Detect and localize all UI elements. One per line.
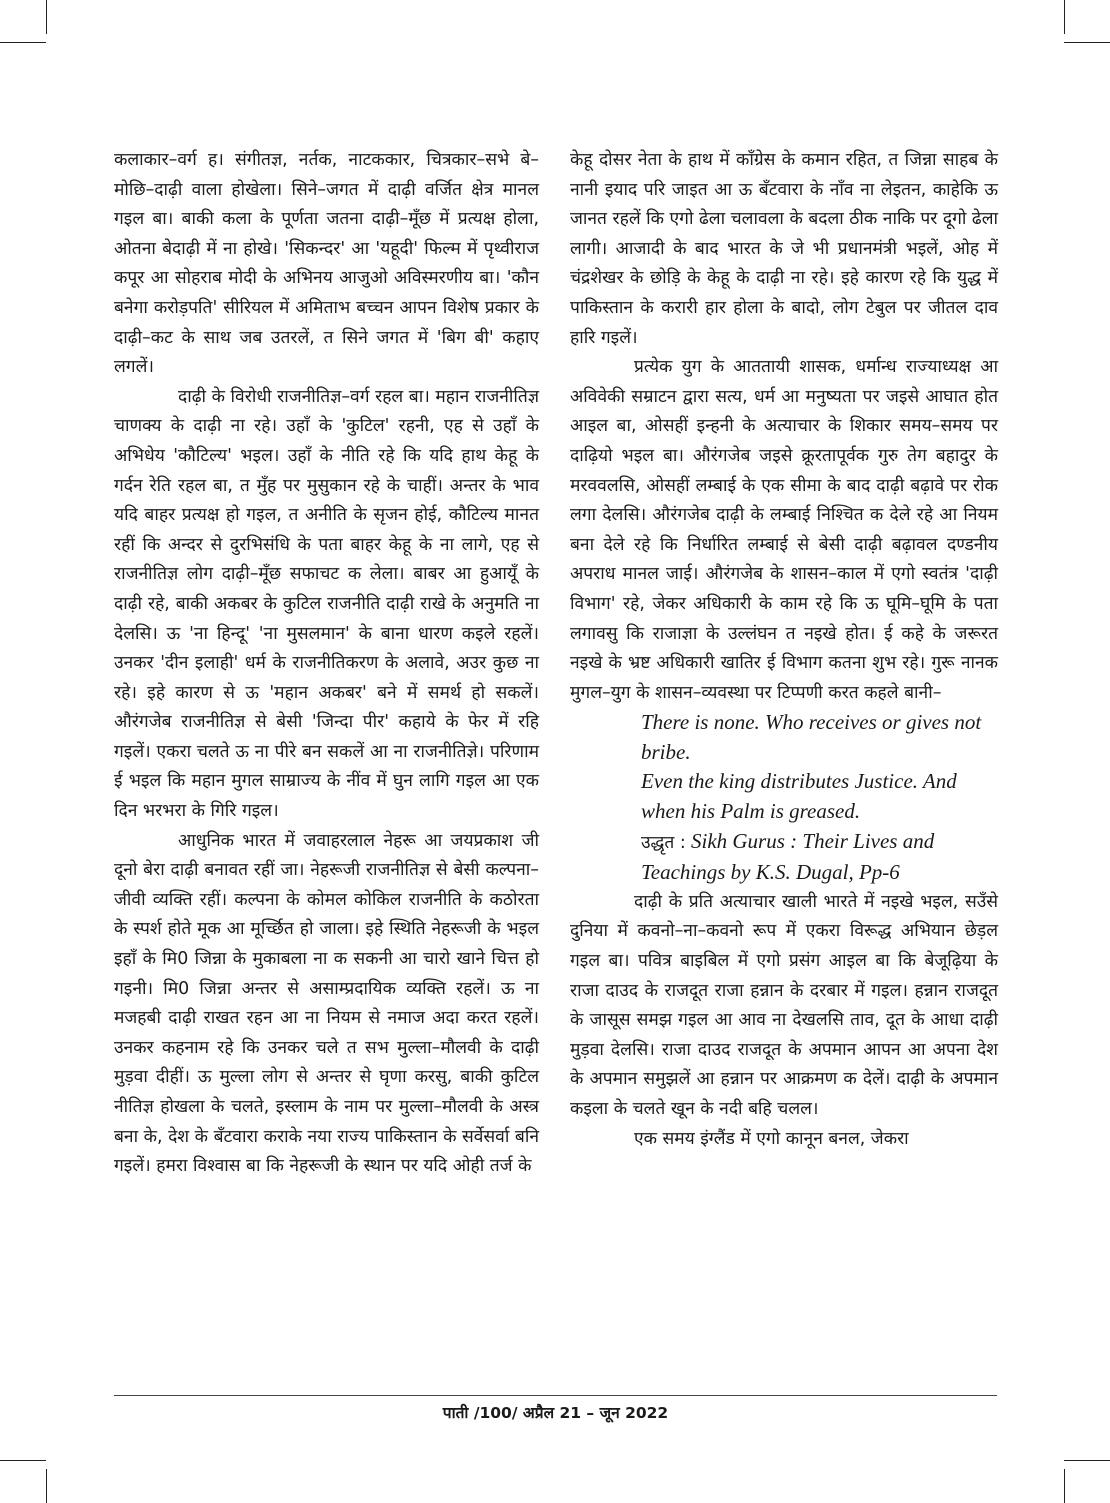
paragraph: प्रत्येक युग के आततायी शासक, धर्मान्ध राज्याध्यक्ष आ अविवेकी सम्राटन द्वारा सत्य, धर्म आ मनुष्यता पर जइसे आघात होत आइल बा, ओसहीं इन्हनी के अत्याचार के शिकार समय–समय पर दाढ़ियो भइल बा। औरंगजेब जइसे क्रूरतापूर्वक गुरु तेग बहादुर के मरववलसि, ओसहीं लम्बाई के एक सीमा के बाद दाढ़ी बढ़ावे पर रोक लगा देलसि। औरंगजेब दाढ़ी के लम्बाई निश्चित क देले रहे आ नियम बना देले रहे कि निर्धारित लम्बाई से बेसी दाढ़ी बढ़ावल दण्डनीय अपराध मानल जाई। औरंगजेब के शासन–काल में एगो स्वतंत्र 'दाढ़ी विभाग' रहे, जेकर अधिकारी के काम रहे कि ऊ घूमि–घूमि के पता लगावसु कि राजाज्ञा के उल्लंघन त नइखे होत। ई कहे के जरूरत नइखे के भ्रष्ट अधिकारी खातिर ई विभाग कतना शुभ रहे। गुरू नानक मुगल–युग के शासन–व्यवस्था पर टिप्पणी करत कहले बानी– [570, 357, 998, 703]
crop-mark [0, 42, 46, 43]
crop-mark [1064, 1460, 1110, 1461]
left-column [114, 146, 539, 1182]
quote-source-label: उद्धृत : [641, 832, 686, 853]
paragraph: आधुनिक भारत में जवाहरलाल नेहरू आ जयप्रकाश जी दूनो बेरा दाढ़ी बनावत रहीं जा। नेहरूजी राजनीतिज्ञ से बेसी कल्पना–जीवी व्यक्ति रहीं। कल्पना के कोमल कोकिल राजनीति के कठोरता के स्पर्श होते मूक आ मूर्च्छित हो जाला। इहे स्थिति नेहरूजी के भइल इहाँ के मि0 जिन्ना के मुकाबला ना क सकनी आ चारो खाने चित्त हो गइनी। मि0 जिन्ना अन्तर से असाम्प्रदायिक व्यक्ति रहलें। ऊ ना मजहबी दाढ़ी राखत रहन आ ना नियम से नमाज अदा करत रहलें। उनकर कहनाम रहे कि उनकर चले त सभ मुल्ला–मौलवी के दाढ़ी मुड़वा दीहीं। ऊ मुल्ला लोग से अन्तर से घृणा करसु, बाकी कुटिल नीतिज्ञ होखला के चलते, इस्लाम के नाम पर मुल्ला–मौलवी के अस्त्र बना के, देश के बँटवारा कराके नया राज्य पाकिस्तान के सर्वेसर्वा बनि गइलें। हमरा विश्वास बा कि नेहरूजी के स्थान पर यदि ओही तर्ज के [114, 830, 539, 1177]
quote-line: There is none. Who receives or gives not bribe. [641, 710, 982, 764]
crop-mark [0, 1460, 46, 1461]
right-column [570, 146, 998, 1154]
footer-rule [114, 1395, 997, 1396]
quote-source [641, 827, 998, 888]
block-quote [641, 708, 998, 888]
paragraph: एक समय इंग्लैंड में एगो कानून बनल, जेकरा [634, 1128, 909, 1149]
crop-mark [46, 0, 47, 34]
page-footer: पाती /100/ अप्रैल 21 – जून 2022 [442, 1404, 669, 1422]
quote-line: Even the king distributes Justice. And when his Palm is greased. [641, 769, 957, 824]
crop-mark [1064, 0, 1065, 34]
crop-mark [46, 1469, 47, 1503]
paragraph: दाढ़ी के प्रति अत्याचार खाली भारते में नइखे भइल, सउँसे दुनिया में कवनो–ना–कवनो रूप में एकरा विरूद्ध अभियान छेड़ल गइल बा। पवित्र बाइबिल में एगो प्रसंग आइल बा कि बेजूढ़िया के राजा दाउद के राजदूत राजा हन्नान के दरबार में गइल। हन्नान राजदूत के जासूस समझ गइल आ आव ना देखलसि ताव, दूत के आधा दाढ़ी मुड़वा देलसि। राजा दाउद राजदूत के अपमान आपन आ अपना देश के अपमान समुझलें आ हन्नान पर आक्रमण क देलें। दाढ़ी के अपमान कइला के चलते खून के नदी बहि चलल। [570, 891, 998, 1119]
crop-mark [1064, 42, 1110, 43]
paragraph: दाढ़ी के विरोधी राजनीतिज्ञ–वर्ग रहल बा। महान राजनीतिज्ञ चाणक्य के दाढ़ी ना रहे। उहाँ के 'कुटिल' रहनी, एह से उहाँ के अभिधेय 'कौटिल्य' भइल। उहाँ के नीति रहे कि यदि हाथ केहू के गर्दन रेति रहल बा, त मुँह पर मुसुकान रहे के चाहीं। अन्तर के भाव यदि बाहर प्रत्यक्ष हो गइल, त अनीति के सृजन होई, कौटिल्य मानत रहीं कि अन्दर से दुरभिसंधि के पता बाहर केहू के ना लागे, एह से राजनीतिज्ञ लोग दाढ़ी–मूँछ सफाचट क लेला। बाबर आ हुआयूँ के दाढ़ी रहे, बाकी अकबर के कुटिल राजनीति दाढ़ी राखे के अनुमति ना देलसि। ऊ 'ना हिन्दू' 'ना मुसलमान' के बाना धारण कइले रहलें। उनकर 'दीन इलाही' धर्म के राजनीतिकरण के अलावे, अउर कुछ ना रहे। इहे कारण से ऊ 'महान अकबर' बने में समर्थ हो सकलें। औरंगजेब राजनीतिज्ञ से बेसी 'जिन्दा पीर' कहाये के फेर में रहि गइलें। एकरा चलते ऊ ना पीरे बन सकलें आ ना राजनीतिज्ञे। परिणाम ई भइल कि महान मुगल साम्राज्य के नींव में घुन लागि गइल आ एक दिन भरभरा के गिरि गइल। [114, 386, 539, 822]
crop-mark [1064, 1469, 1065, 1503]
paragraph: कलाकार–वर्ग ह। संगीतज्ञ, नर्तक, नाटककार, चित्रकार–सभे बे–मोछि–दाढ़ी वाला होखेला। सिने–जगत में दाढ़ी वर्जित क्षेत्र मानल गइल बा। बाकी कला के पूर्णता जतना दाढ़ी–मूँछ में प्रत्यक्ष होला, ओतना बेदाढ़ी में ना होखे। 'सिकन्दर' आ 'यहूदी' फिल्म में पृथ्वीराज कपूर आ सोहराब मोदी के अभिनय आजुओ अविस्मरणीय बा। 'कौन बनेगा करोड़पति' सीरियल में अमिताभ बच्चन आपन विशेष प्रकार के दाढ़ी–कट के साथ जब उतरलें, त सिने जगत में 'बिग बी' कहाए लगलें। [114, 150, 539, 378]
quote-source-text: Sikh Gurus : Their Lives and Teachings by K.S. Dugal, Pp-6 [641, 828, 935, 885]
paragraph: केहू दोसर नेता के हाथ में काँग्रेस के कमान रहित, त जिन्ना साहब के नानी इयाद परि जाइत आ ऊ बँटवारा के नाँव ना लेइतन, काहेकि ऊ जानत रहलें कि एगो ढेला चलावला के बदला ठीक नाकि पर दूगो ढेला लागी। आजादी के बाद भारत के जे भी प्रधानमंत्री भइलें, ओह में चंद्रशेखर के छोड़ि के केहू के दाढ़ी ना रहे। इहे कारण रहे कि युद्ध में पाकिस्तान के करारी हार होला के बादो, लोग टेबुल पर जीतल दाव हारि गइलें। [570, 150, 999, 348]
